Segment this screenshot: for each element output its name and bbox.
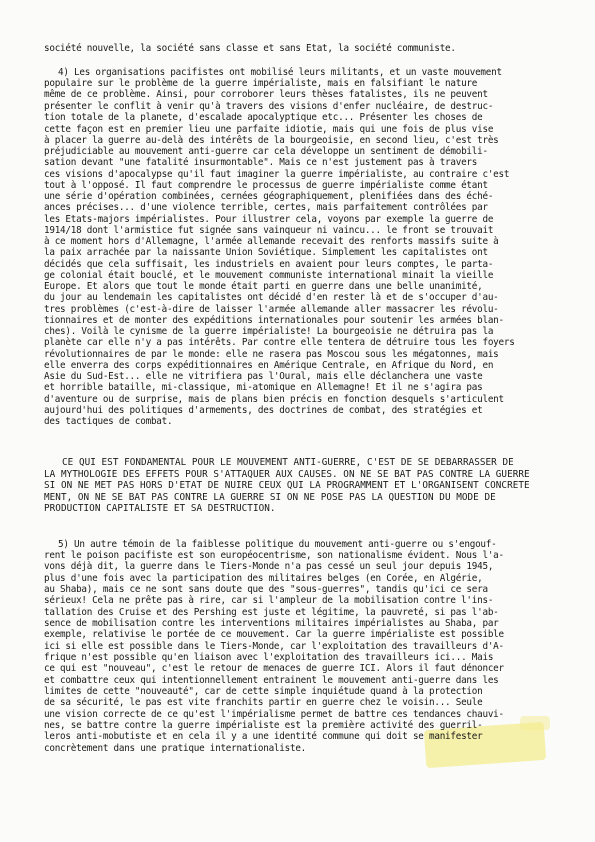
text-line: ge colonial était bouclé, et le mouvement communiste international minait la vieille xyxy=(44,270,494,281)
text-line: cette façon est en premier lieu une parfaite idiotie, mais qui une fois de plus vise xyxy=(44,124,494,135)
text-line: tion totale de la planete, d'escalade apocalyptique etc... Présenter les choses de xyxy=(44,112,483,123)
text-line: tallation des Cruise et des Pershing est juste et légitime, la pauvreté, si pas l'ab- xyxy=(44,607,499,618)
text-line: une vision correcte de ce qu'est l'impérialisme permet de battre ces tendances chauvi- xyxy=(44,709,504,720)
highlighter-mark xyxy=(520,716,550,730)
text-line: Asie du Sud-Est... elle ne vitrifiera pas l'Oural, mais elle déclanchera une vaste xyxy=(44,371,483,382)
text-line: de sa sécurité, le pas est vite franchits partir en guerre chez le voisin... Seule xyxy=(44,697,483,708)
text-line: planète car elle n'y a pas intérêts. Par contre elle tentera de détruire tous les foyers xyxy=(44,337,515,348)
text-line: PRODUCTION CAPITALISTE ET SA DESTRUCTION. xyxy=(44,503,276,514)
text-line: Europe. Et alors que tout le monde était parti en guerre dans une belle unanimité, xyxy=(44,281,483,292)
text-line: du jour au lendemain les capitalistes ont décidé d'en rester là et de s'occuper d'au- xyxy=(44,292,499,303)
text-line: même de ce problème. Ainsi, pour corroborer leurs thèses fatalistes, ils ne peuvent xyxy=(44,89,488,100)
text-line: des tactiques de combat. xyxy=(44,416,173,427)
text-line: société nouvelle, la société sans classe et sans Etat, la société communiste. xyxy=(44,43,456,54)
text-line: les Etats-majors impérialistes. Pour illustrer cela, voyons par exemple la guerre de xyxy=(44,214,494,225)
text-line: 1914/18 dont l'armistice fut signée sans vainqueur ni vaincu... le front se trouvait xyxy=(44,225,494,236)
text-line: rent le poison pacifiste est son européocentrisme, son nationalisme évident. Nous l'a- xyxy=(44,550,504,561)
text-line: préjudiciable au mouvement anti-guerre car cela développe un sentiment de démobili- xyxy=(44,146,488,157)
text-line: ances précises... d'une violence terrible, certes, mais parfaitement contrôlées par xyxy=(44,202,488,213)
text-line: vons déjà dit, la guerre dans le Tiers-Monde n'a pas cessé un seul jour depuis 1945, xyxy=(44,561,494,572)
text-line: à ce moment hors d'Allemagne, l'armée allemande recevait des renforts massifs suite à xyxy=(44,236,499,247)
text-line: une série d'opération combinées, cernées géographiquement, plenifiées dans des éché- xyxy=(44,191,494,202)
text-line: sation devant "une fatalité insurmontable". Mais ce n'est justement pas à travers xyxy=(44,157,478,168)
text-line: tres problèmes (c'est-à-dire de laisser l'armée allemande aller massacrer les révolu- xyxy=(44,304,499,315)
text-line: présenter le conflit à venir qu'à travers des visions d'enfer nucléaire, de destruc- xyxy=(44,101,494,112)
text-line: aujourd'hui des politiques d'armements, des doctrines de combat, des stratégies et xyxy=(44,405,483,416)
text-line: au Shaba), mais ce ne sont sans doute que des "sous-guerres", tandis qu'ici ce sera xyxy=(44,584,488,595)
text-line: SI ON NE MET PAS HORS D'ETAT DE NUIRE CEUX QUI LA PROGRAMMENT ET L'ORGANISENT CONCRETE xyxy=(44,480,530,491)
text-line: révolutionnaires de par le monde: elle ne rasera pas Moscou sous les mégatonnes, mais xyxy=(44,349,499,360)
text-line: 5) Un autre témoin de la faiblesse politique du mouvement anti-guerre ou s'engouf- xyxy=(58,539,497,550)
text-line: tout à l'opposé. Il faut comprendre le processus de guerre impérialiste comme étant xyxy=(44,180,488,191)
text-line: leros anti-mobutiste et en cela il y a une identité commune qui doit se manifester xyxy=(44,731,483,742)
text-line: sence de mobilisation contre les interventions militaires impérialistes au Shaba, par xyxy=(44,618,499,629)
text-line: ces visions d'apocalypse qu'il faut imaginer la guerre impérialiste, au contraire c'est xyxy=(44,169,510,180)
text-line: sérieux! Cela ne prête pas à rire, car si l'ampleur de la mobilisation contre l'ins- xyxy=(44,595,494,606)
text-line: 4) Les organisations pacifistes ont mobilisé leurs militants, et un vaste mouvement xyxy=(58,67,502,78)
text-line: et combattre ceux qui intentionnellement entrainent le mouvement anti-guerre dans les xyxy=(44,675,499,686)
text-line: d'aventure ou de surprise, mais de plans bien précis en fonction desquels s'articulent xyxy=(44,394,504,405)
text-line: limites de cette "nouveauté", car de cette simple inquiétude quand à la protection xyxy=(44,686,483,697)
text-line: la paix arrachée par la naissante Union Soviétique. Simplement les capitalistes ont xyxy=(44,247,488,258)
text-line: LA MYTHOLOGIE DES EFFETS POUR S'ATTAQUER AUX CAUSES. ON NE SE BAT PAS CONTRE LA GUERRE xyxy=(44,469,530,480)
text-line: tionnaires et de monter des expéditions internationales pour soutenir les armées blan- xyxy=(44,315,504,326)
text-line: populaire sur le problème de la guerre impérialiste, mais en falsifiant le nature xyxy=(44,78,478,89)
text-line: nes, se battre contre la guerre impérialiste est la première activité des guerril- xyxy=(44,720,483,731)
text-line: elle enverra des corps expéditionnaires en Amérique Centrale, en Afrique du Nord, en xyxy=(44,360,494,371)
text-line: CE QUI EST FONDAMENTAL POUR LE MOUVEMENT ANTI-GUERRE, C'EST DE SE DEBARRASSER DE xyxy=(62,457,514,468)
text-line: frique n'est possible qu'en liaison avec l'exploitation des travailleurs ici... Mais xyxy=(44,652,494,663)
text-line: exemple, relativise le portée de ce mouvement. Car la guerre impérialiste est possible xyxy=(44,629,504,640)
text-line: ches). Voilà le cynisme de la guerre impérialiste! La bourgeoisie ne détruira pas la xyxy=(44,326,494,337)
text-line: plus d'une fois avec la participation des militaires belges (en Corée, en Algérie, xyxy=(44,573,483,584)
text-line: et horrible bataille, mi-classique, mi-atomique en Allemagne! Et il ne s'agira pas xyxy=(44,382,483,393)
text-line: concrètement dans une pratique internationaliste. xyxy=(44,743,307,754)
text-line: décidés que cela suffisait, les industriels en avaient pour leurs comptes, le parta- xyxy=(44,259,494,270)
text-line: ce qui est "nouveau", c'est le retour de menaces de guerre ICI. Alors il faut dénoncer xyxy=(44,663,504,674)
text-line: à placer la guerre au-delà des intérêts de la bourgeoisie, en second lieu, c'est très xyxy=(44,135,499,146)
text-line: MENT, ON NE SE BAT PAS CONTRE LA GUERRE SI ON NE POSE PAS LA QUESTION DU MODE DE xyxy=(44,492,496,503)
text-line: ici si elle est possible dans le Tiers-Monde, car l'exploitation des travailleurs d'A- xyxy=(44,641,504,652)
